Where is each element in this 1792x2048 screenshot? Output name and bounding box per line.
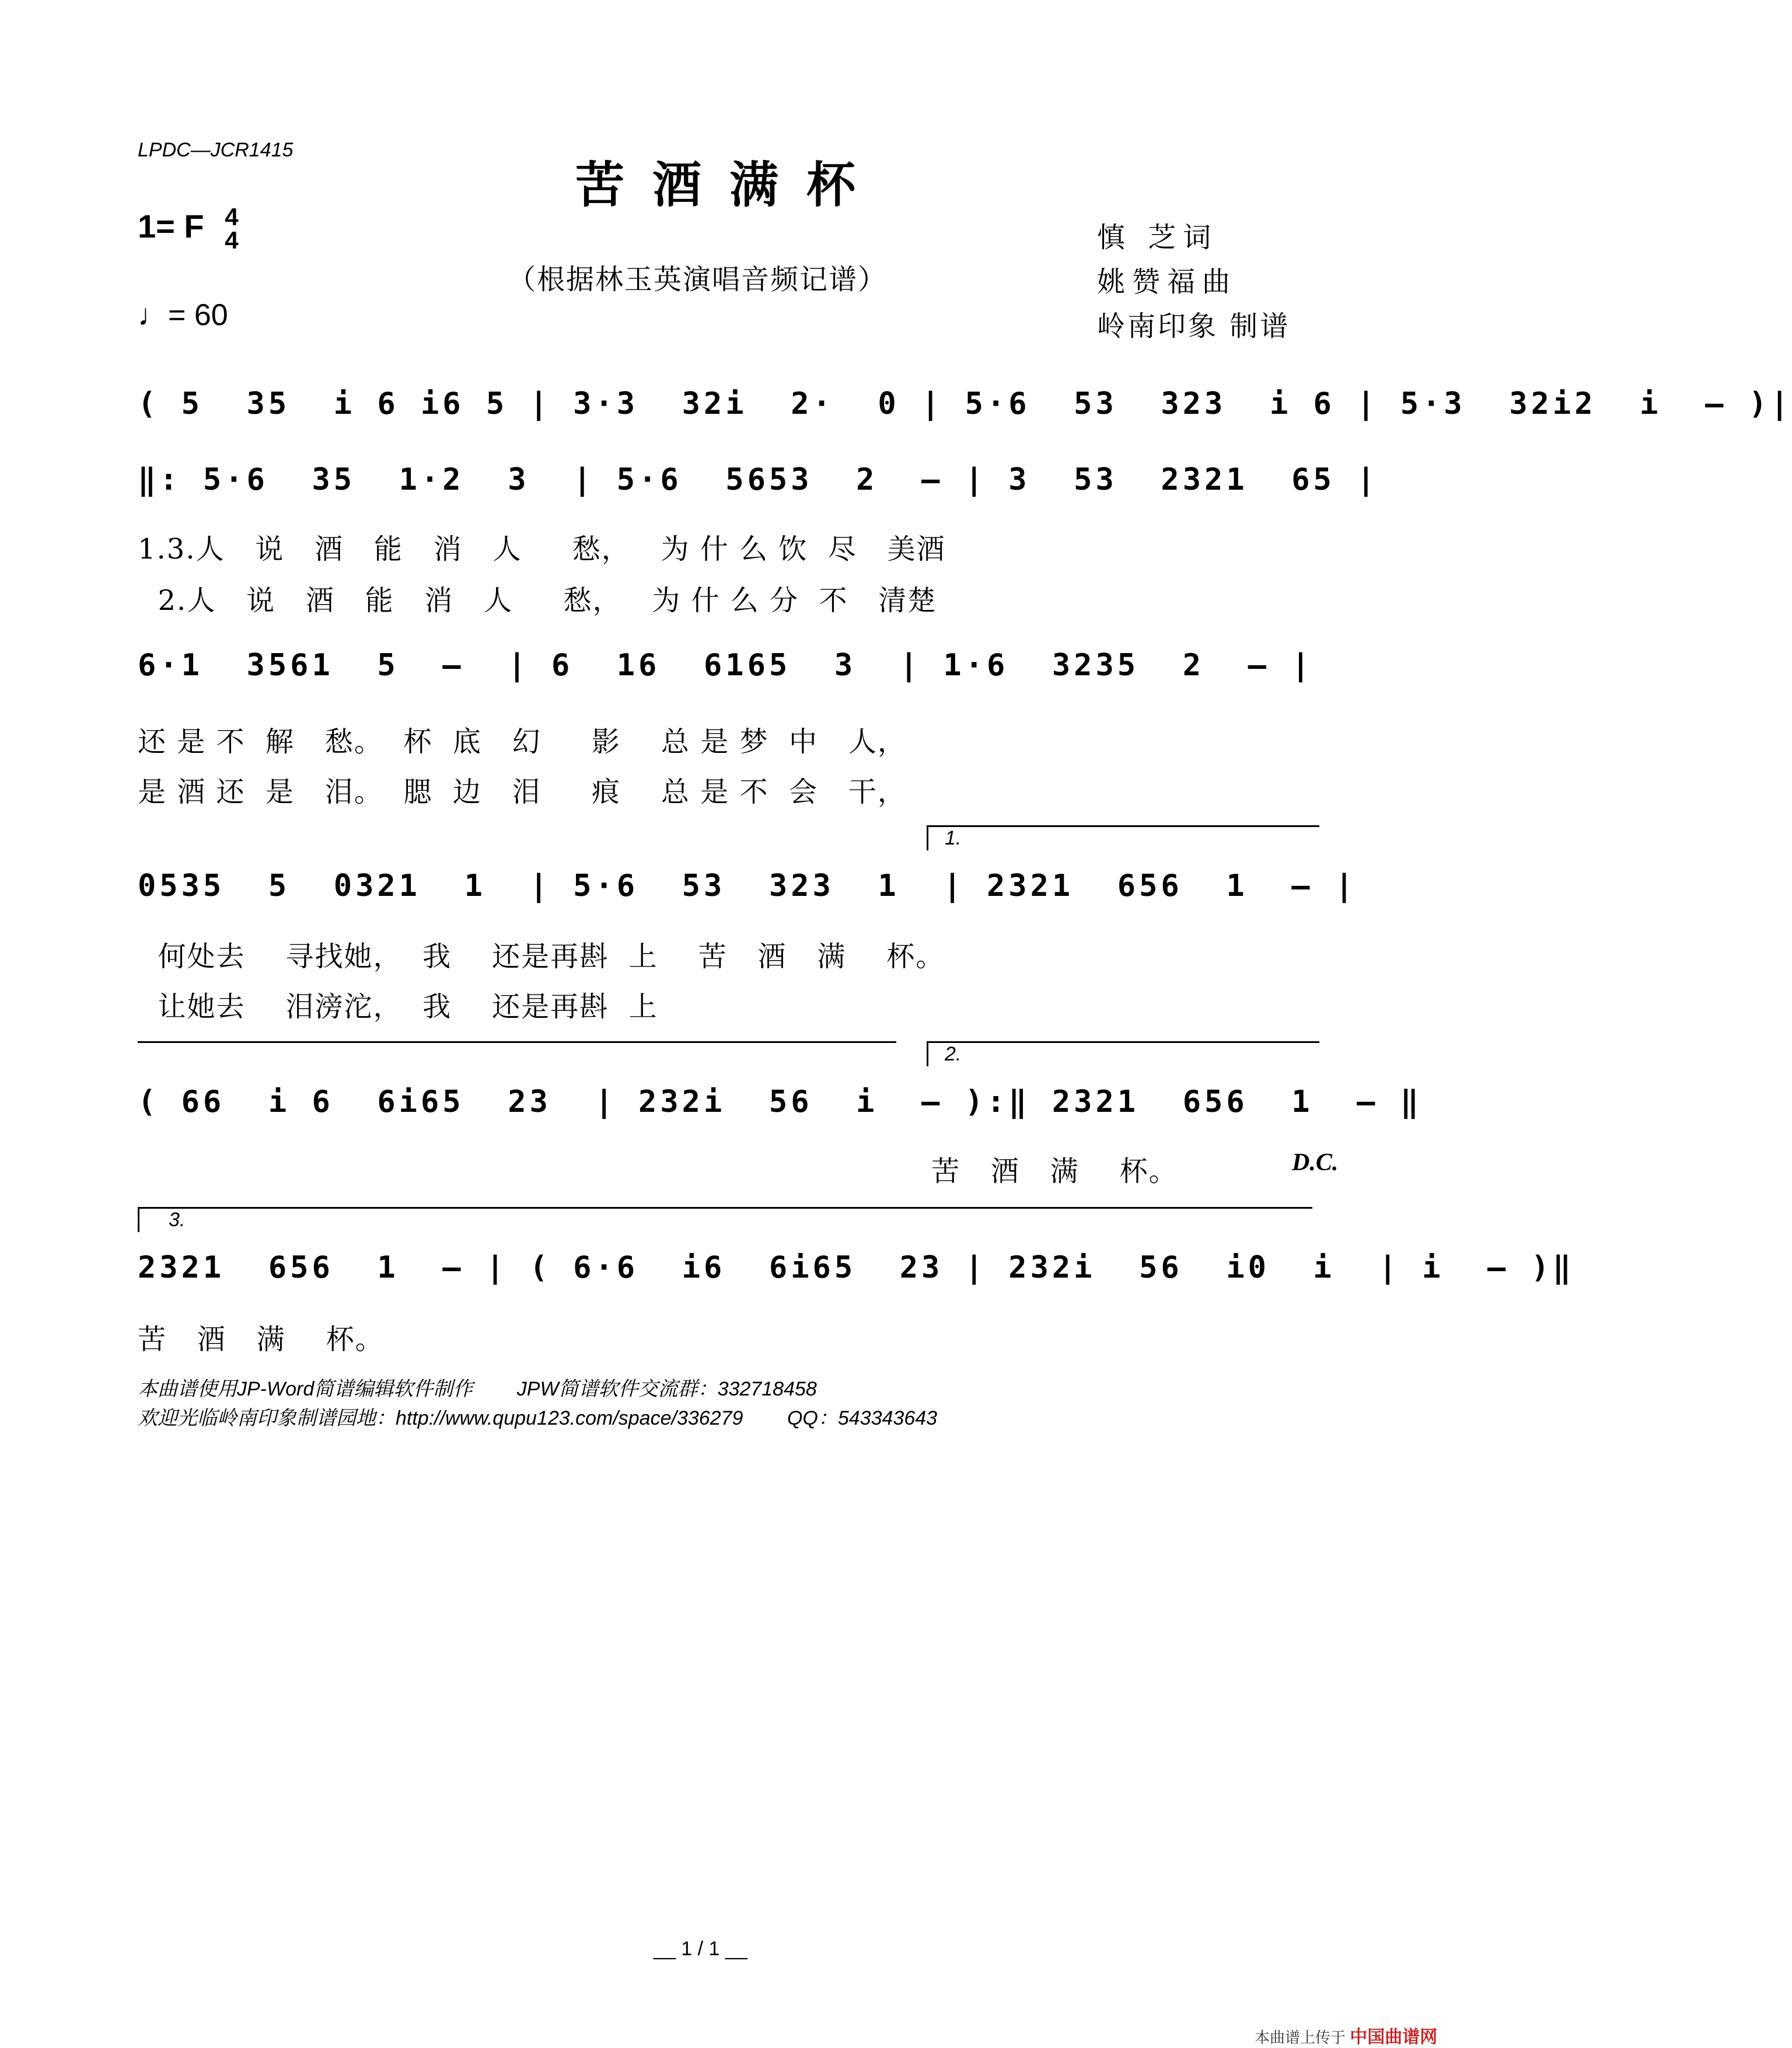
lyric-row-3-verse-2: 是 酒 还 是 泪。 腮 边 泪 痕 总 是 不 会 干，	[138, 776, 907, 808]
volta-1-label: 1.	[945, 827, 962, 849]
key-label: 1= F	[138, 207, 204, 245]
arranger-credit: 岭南印象 制谱	[1097, 310, 1291, 343]
site-logo: 中国曲谱网	[1350, 2028, 1438, 2047]
tempo-marking: ♩= 60	[138, 298, 228, 332]
score-row-5: ( 66 i 6 6i65 23 | 232i 56 i – ):‖ 2321 656 1 – ‖	[138, 1084, 1423, 1119]
volta-bracket-1	[927, 825, 1319, 850]
volta-extension-line	[138, 1041, 896, 1043]
lyric-row-3-verse-1: 还 是 不 解 愁。 杯 底 幻 影 总 是 梦 中 人，	[138, 725, 907, 758]
composer-credit: 姚赞福曲	[1097, 266, 1238, 298]
volta-bracket-3	[138, 1207, 1312, 1232]
score-row-2: ‖: 5·6 35 1·2 3 | 5·6 5653 2 – | 3 53 2321 65 |	[138, 462, 1379, 497]
lyric-row-4-verse-2: 让她去 泪滂沱， 我 还是再斟 上	[138, 990, 658, 1023]
lyric-row-4-verse-1: 何处去 寻找她， 我 还是再斟 上 苦 酒 满 杯。	[138, 940, 945, 973]
page-number: __ 1 / 1 __	[654, 1938, 747, 1960]
volta-bracket-2	[927, 1041, 1319, 1066]
score-code: LPDC—JCR1415	[138, 139, 294, 161]
lyric-row-5: 苦 酒 满 杯。	[931, 1155, 1178, 1188]
lyric-row-2-verse-2: 2.人 说 酒 能 消 人 愁， 为 什 么 分 不 清楚	[138, 584, 937, 617]
volta-2-label: 2.	[945, 1043, 962, 1065]
time-numerator: 4	[225, 203, 239, 231]
time-signature	[225, 205, 238, 252]
song-title: 苦酒满杯	[575, 156, 883, 214]
upload-watermark	[1255, 2022, 1437, 2048]
score-row-3: 6·1 3561 5 – | 6 16 6165 3 | 1·6 3235 2 – |	[138, 648, 1314, 683]
subtitle: （根据林玉英演唱音频记谱）	[508, 263, 888, 296]
score-row-1: ( 5 35 i 6 i6 5 | 3·3 32i 2· 0 | 5·6 53 323 i 6 | 5·3 32i2 i – )|	[138, 386, 1792, 421]
lyric-row-2-verse-1: 1.3.人 说 酒 能 消 人 愁， 为 什 么 饮 尽 美酒	[138, 533, 946, 566]
footer-credit-line-2: 欢迎光临岭南印象制谱园地：http://www.qupu123.com/space/336279 QQ：543343643	[138, 1407, 938, 1429]
footer-credit-line-1: 本曲谱使用JP-Word简谱编辑软件制作 JPW简谱软件交流群：332718458	[138, 1378, 817, 1400]
dc-marking: D.C.	[1292, 1149, 1339, 1176]
time-denominator: 4	[225, 226, 239, 254]
upload-prefix: 本曲谱上传于	[1255, 2029, 1346, 2046]
key-signature	[138, 205, 239, 252]
score-row-4: 0535 5 0321 1 | 5·6 53 323 1 | 2321 656 1 – |	[138, 868, 1357, 903]
lyricist-credit: 慎 芝词	[1097, 221, 1218, 254]
score-row-6: 2321 656 1 – | ( 6·6 i6 6i65 23 | 232i 56 i0 i | i – )‖	[138, 1250, 1575, 1285]
lyric-row-6: 苦 酒 满 杯。	[138, 1323, 385, 1356]
volta-3-label: 3.	[169, 1209, 186, 1231]
